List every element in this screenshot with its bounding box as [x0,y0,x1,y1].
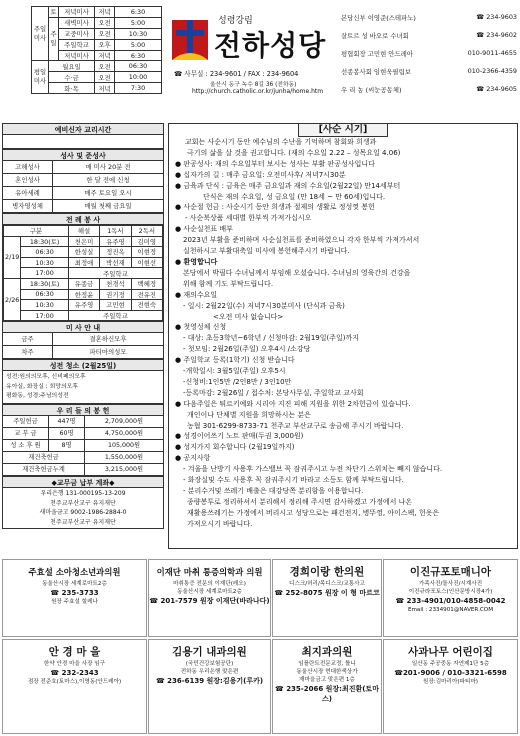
notice-line: ● 환영합니다 [175,257,218,266]
masthead [166,6,340,102]
notice-line: 2023년 부활을 준비하며 사순실천표를 준비하였으니 각자 한부씩 가져가셔서 [183,236,420,245]
masthead-title: 전하성당 [214,29,327,62]
mass-day-sunday: 주 일 [49,17,59,61]
liturgy-schedule: 구분 해설 1독서 2독서 2/19 18:30(토) 천은미 유주영 김미영 06:30 한성실 정진옥 이현정 10:30 최정애 박선재 이현선 17:00 주일학교 2/26 18:30(토) 유종금 천경석 백혜정 06:30 한정윤 권기정 전유진 10:30 유주영 고민현 전현숙 17:00 주일학교 [3,225,163,321]
mass-ampm: 오후 [95,39,115,50]
weekday-mass-label: 평일 미사 [32,61,49,94]
notice-line: <오전 미사 없습니다> [213,312,284,321]
notice-line: - 분리수거및 쓰레기 배출은 대강당쪽 분리함을 이용합니다. [183,487,364,495]
ad-line: 원장:김마리아(파티마) [423,679,478,685]
notice-line: ● 성경이어쓰기 노트 판매(두권 3,000원) [175,432,304,441]
notice-line: 위해 함께 기도 부탁드립니다. [183,279,274,288]
ad-line: ☎ 236-6139 원장:김용기(루카) [155,677,264,685]
mass-ampm: 오전 [95,72,115,83]
sacraments-heading: 성사 및 준성사 [3,149,163,161]
ad-line: 동울산시장 세계로마트2층 [177,589,242,595]
mass-ampm: 오전 [95,61,115,72]
ad-title: 경희이랑 한의원 [289,566,365,578]
cleaning-line: 성전:원의의모후, 신비페의모후 [6,374,86,381]
contact-list [341,13,517,103]
notice-line: ● 판공성사: 재의 수요일부터 보시는 성사는 부활 판공성사입니다 [175,159,375,168]
homepage-url[interactable]: http://church.catholic.or.kr/junha/home.htm [192,88,324,95]
weekday-day: 화·목 [49,83,95,94]
offering-row: 재건축헌금 1,550,000원 [3,452,163,464]
mass-time: 5:00 [115,39,162,50]
ad-title: 김용기 내과의원 [172,646,247,658]
notice-line: ● 주일학교 등록(1학기) 신청 받습니다 [175,356,295,365]
mass-name: 주일학교 [59,39,95,50]
notice-line: 재활용쓰레기는 가정에서 버리시고 성당으로는 패건전지, 병뚜껑, 아이스팩, 헌옷은 [187,508,440,517]
ad-line: 동울산시장 세계로마트2층 [42,581,107,587]
contact-row: 본당신부 이영준(스테파노) ☎ 234-9603 [341,13,517,22]
notice-line: - 화장실및 수도 사용후 꼭 잠궈주시기 바라고 소등도 함께 부탁드립니다. [183,476,404,485]
account-line: 새마을금고 9002-1986-2884-0 [39,509,127,517]
ad-pediatric-clinic [2,559,147,637]
ad-line: ☎ 233-4901/010-4858-0042 [395,597,506,605]
ad-line: ☎ 235-3733 [50,589,99,597]
notice-line: - 첫모임: 2월26일(주일) 오후4시 /소강당 [183,345,311,354]
ad-line: ☎ 201-7579 원장 이재단(바라나다) [149,597,270,605]
ad-line: 가족사진/돌사진/시계사진 [418,581,483,587]
ad-optical-shop [2,639,147,734]
address: 울산시 동구 녹수 8길 36 (전하동) [210,82,297,88]
ad-title: 이진규포토매니아 [409,566,492,578]
notice-line: ● 재의수요일 [175,290,218,299]
mass-ampm: 오전 [95,28,115,39]
church-logo-icon [170,16,210,62]
mass-time: 7:30 [115,83,162,94]
account-line: 우리은행 131-000195-13-209 [40,490,126,498]
notice-line: 교회는 사순시기 동안 예수님의 수난을 기억하며 참회와 희생과 [185,138,377,146]
notice-line: 종량봉투로 정리하셔서 분리해서 정리해 주시면 감사하겠고 가정에서 나온 [187,497,413,506]
cleaning-line: 평화동, 성경:주님의성전 [6,393,69,400]
mass-day: 토 [50,8,57,17]
sacrament-row: 유아세례 매주 토요일 오시 [3,187,163,200]
contact-row: 우 리 농 (씨눈공동체) ☎ 234-9605 [341,85,517,94]
sacrament-row: 혼인성사 한 달 전에 신청 [3,174,163,187]
ad-oriental-clinic [272,559,382,637]
ad-line: ☎ 235-2066 원장:최진환(토마스) [275,685,379,703]
ad-line: 임플란트전문교정, 틀니 [298,661,356,667]
ad-line: 이진규라포토스(인산문방시장4가) [408,589,493,595]
notice-line: ● 다음주일은 튀르키예와 시리아 지진 피해 지원을 위한 2차헌금이 있습니다. [175,399,411,408]
cleaning-heading: 성전 청소 (2월25일) [3,359,163,371]
notice-line: -등록마감: 2월26일 / 접수처: 본당사무실, 주일학교 교사회 [183,388,364,397]
mass-ampm: 오전 [95,17,115,28]
weekday-day: 수·금 [49,72,95,83]
account-line: 천주교부산교구 유지재단 [50,518,116,526]
ad-title: 이재단 마취 통증의학과 의원 [156,567,263,577]
ad-line: 디스크/허리/목디스크/교통사고 [289,581,365,587]
left-column [2,123,164,529]
ad-line: 일산동 주공중동 자연제1단 5층 [411,661,490,667]
mass-time: 6:30 [115,50,162,61]
ad-title: 안 경 마 을 [48,646,101,658]
notice-line: 가져오시기 바랍니다. [187,519,253,528]
offering-row: 교 무 금 60명 4,750,000원 [3,428,163,440]
notice-line: - 일시: 2월22일(수) 저녁7시30분미사 (단식과 금육) [183,301,345,310]
mass-time: 5:00 [115,17,162,28]
ad-line: ☎201-9006 / 010-3321-6598 [394,669,507,677]
contact-row: 선종봉사회 임현욱필립보 010-2366-4359 [341,67,517,76]
contact-row: 살트르 성 바오로 수녀회 ☎ 234-9602 [341,31,517,40]
notice-line: ● 성지가지 회수합니다 (2월19일까지) [175,443,295,452]
intention-row: 차주 파티마의성모 [3,346,163,359]
ad-line: 동울산시장 현대한색상가 [296,669,358,675]
schedule-date: 2/19 [4,236,21,278]
ad-line: Email : 2334901@NAVER.COM [407,607,494,613]
mass-name: 저녁미사 [59,7,95,18]
notice-line: ● 공지사항 [175,454,211,463]
ad-pain-clinic [148,559,271,637]
ad-line: 점장 전준호(토마스),이영동(안드레아) [27,679,122,685]
offering-row: 주일헌금 447명 2,709,000원 [3,416,163,428]
account-line: 천주교부산교구 유지재단 [50,499,116,507]
notice-board [168,123,518,549]
notice-line: - 대상: 초등3학년~6학년 / 신청마감: 2월19일(주일)까지 [183,334,360,343]
mass-name: 저녁미사 [59,50,95,61]
mass-intention-heading: 미 사 안 내 [3,321,163,333]
ad-photo-studio [383,559,518,637]
notice-line: - 겨울을 난방기 사용후 가스밸브 꼭 잠궈주시고 누전 차단기 스위치는 빼지 않습니다. [183,465,443,474]
account-heading: ◆교무금 납부 계좌◆ [3,476,163,488]
ad-line: 전하동 우리은행 맞은편 [180,669,239,675]
mass-ampm: 저녁 [95,83,115,94]
notice-line: 극기의 삶을 살 것을 권고합니다. (재의 수요일 2.22 – 성목요일 4.06) [187,148,401,157]
sacrament-row: 고해성사 매 미사 20분 전 [3,161,163,174]
ad-line: ☎ 252-8075 원장 이 형 마르코 [274,589,380,597]
notice-line: ● 사순절 헌금 : 사순시기 동안 희생과 절제의 생활로 정성껏 봉헌 [175,203,375,212]
sacrament-row: 병자영성체 매월 첫째 금요일 [3,200,163,213]
catechism-heading: 예비신자 교리시간 [3,123,163,135]
ad-title: 사과나무 어린이집 [408,646,493,658]
office-phone: ☎ 사무실 : 234-9601 / FAX : 234-9604 [174,70,299,78]
mass-time: 10:30 [115,28,162,39]
notice-line: -개학일시: 3월5일(주일) 오후5시 [183,367,286,376]
notice-body [169,137,517,530]
offering-row: 재건축헌금누계 3,215,000원 [3,464,163,476]
ad-daycare [383,639,518,734]
cleaning-line: 유아실, 화장실 : 희망의모후 [6,383,79,390]
notice-line: ● 첫영성체 신청 [175,323,227,332]
weekday-day: 월요일 [49,61,95,72]
ad-internal-medicine [148,639,271,734]
mass-ampm: 저녁 [95,7,115,18]
offering-heading: 우 리 들 의 봉 헌 [3,404,163,416]
notice-line: ● 금육과 단식 : 금육은 매주 금요일과 재의 수요일(2월22일) 만14세부터 [175,181,401,190]
ad-dental-clinic [272,639,382,734]
ad-grid [2,559,518,734]
mass-ampm: 저녁 [95,50,115,61]
notice-line: 실천하시고 부활대축일 미사에 봉헌해주시기 바랍니다. [183,247,350,256]
contact-row: 평협회장 고민현 안드레아 010-9011-4655 [341,49,517,58]
notice-line: 농협 301-6299-8733-71 천주교 부산교구로 송금해 주시기 바랍니다. [187,421,404,430]
mass-time: 06:30 [115,61,162,72]
mass-schedule [31,6,162,94]
ad-title: 최지과의원 [301,646,353,658]
ad-line: 재마을금고 맞은편 1층 [299,677,355,683]
notice-line: -신청비:1인5만 /2인8만 / 3인10만 [183,377,292,386]
notice-line: 단식은 재의 수요일, 성 금요일 (만 18세 ~ 만 60세)입니다. [203,192,386,201]
mass-name: 새벽미사 [59,17,95,28]
masthead-subtitle: 성령강림 [218,16,253,26]
liturgy-heading: 전 례 봉 사 [3,213,163,225]
ad-line: (국민건강보험공단) [185,661,234,667]
schedule-date: 2/26 [4,278,21,320]
ad-title: 주효설 소아청소년과의원 [28,567,121,577]
notice-line: ● 십자가의 길 : 매주 금요일: 오전미사후/ 저녁7시30분 [175,170,346,179]
mass-name: 교중미사 [59,28,95,39]
notice-line: 개인이나 단체별 지원을 희망하시는 분은 [187,410,311,419]
intention-row: 금주 결혼하신모후 [3,333,163,346]
notice-line: ● 사순실천표 배부 [175,225,233,234]
ad-line: ☎ 232-2343 [50,669,99,677]
sunday-mass-label: 주일 미사 [32,7,49,61]
notice-line: - 사순북상품 세대별 한부씩 가져가십시오 [185,214,312,223]
notice-title: [사순 시기] [298,124,388,137]
offering-row: 성 소 후 원 8명 105,000원 [3,440,163,452]
notice-line: 본당에서 박필다 수녀님께서 부임해 오셨습니다. 수녀님의 영육간의 건강을 [183,268,411,277]
ad-line: 마취통증 전문의 이재단(레오) [173,581,246,587]
mass-time: 6:30 [115,7,162,18]
mass-time: 10:00 [115,72,162,83]
ad-line: 한약 안경 마을 사장 임구 [43,661,106,667]
ad-line: 원장 주효설 힐레나 [51,599,98,605]
